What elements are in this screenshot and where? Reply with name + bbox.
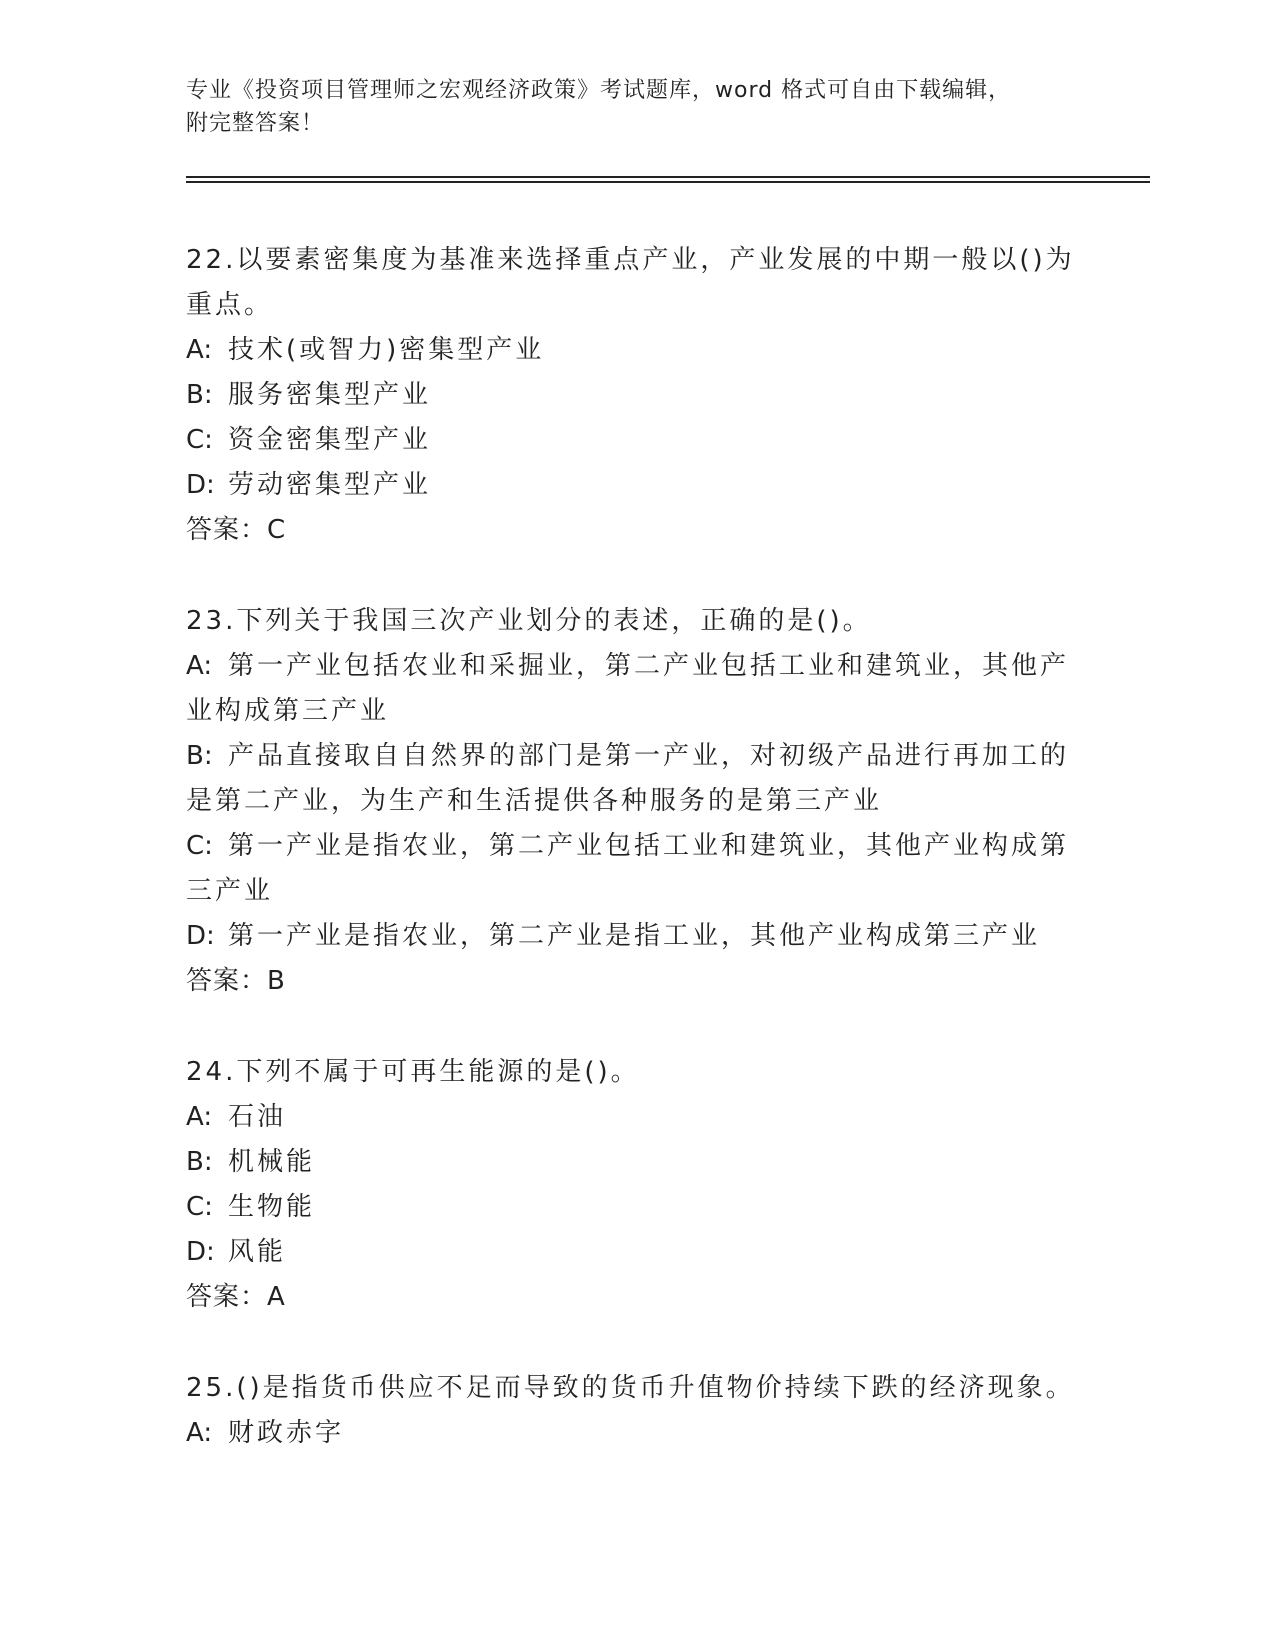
question-block [186,238,1086,553]
option-line [186,1185,1086,1230]
option-text: 生物能 [228,1192,316,1222]
question-stem-line: 重点。 [186,290,274,320]
option-key: C: [186,425,213,455]
option-line [186,463,1086,508]
option-key: B: [186,1147,213,1177]
answer-value: C [267,515,287,545]
option-key: D: [186,921,215,951]
option-key: A: [186,1418,213,1448]
option-key: A: [186,1102,213,1132]
option-text: 劳动密集型产业 [228,470,432,500]
option-text: 机械能 [228,1147,316,1177]
question-stem-line: 25.()是指货币供应不足而导致的货币升值物价持续下跌的经济现象。 [186,1373,1075,1403]
option-key: A: [186,651,213,681]
question-stem-line: 24.下列不属于可再生能源的是()。 [186,1057,640,1087]
answer-line [186,959,1086,1004]
option-key: C: [186,831,213,861]
option-line [186,914,1086,959]
option-text: 技术(或智力)密集型产业 [228,335,545,365]
answer-line [186,1275,1086,1320]
header-divider-bottom [186,181,1150,183]
option-text: 产品直接取自自然界的部门是第一产业，对初级产品进行再加工的 [228,741,1070,771]
question-block [186,1050,1086,1320]
question-list [186,238,1086,1502]
option-line [186,1095,1086,1140]
answer-label: 答案： [186,1282,268,1312]
option-text: 第一产业包括农业和采掘业，第二产业包括工业和建筑业，其他产 [228,651,1070,681]
option-text: 资金密集型产业 [228,425,432,455]
option-text: 业构成第三产业 [186,696,390,726]
question-stem-line: 23.下列关于我国三次产业划分的表述，正确的是()。 [186,606,872,636]
option-line [186,779,1086,824]
question-block [186,599,1086,1004]
option-text: 财政赤字 [228,1418,345,1448]
option-line [186,644,1086,689]
option-text: 服务密集型产业 [228,380,432,410]
option-line [186,824,1086,869]
question-block [186,1366,1086,1456]
option-key: B: [186,380,213,410]
question-stem-line: 22.以要素密集度为基准来选择重点产业，产业发展的中期一般以()为 [186,245,1075,275]
header-line-2: 附完整答案！ [186,111,325,136]
option-key: D: [186,1237,215,1267]
option-line [186,869,1086,914]
document-header [186,74,1066,140]
option-line [186,689,1086,734]
option-key: A: [186,335,213,365]
option-line [186,734,1086,779]
option-line [186,1140,1086,1185]
answer-label: 答案： [186,966,268,996]
option-key: B: [186,741,213,771]
answer-value: A [267,1282,286,1312]
option-text: 石油 [228,1102,287,1132]
option-key: C: [186,1192,213,1222]
option-line [186,373,1086,418]
option-text: 是第二产业，为生产和生活提供各种服务的是第三产业 [186,786,883,816]
header-divider-top [186,176,1150,178]
answer-label: 答案： [186,515,268,545]
header-line-1: 专业《投资项目管理师之宏观经济政策》考试题库，word 格式可自由下载编辑， [186,78,1012,103]
option-text: 风能 [228,1237,287,1267]
answer-line [186,508,1086,553]
option-line [186,1230,1086,1275]
option-line [186,1411,1086,1456]
option-text: 第一产业是指农业，第二产业是指工业，其他产业构成第三产业 [228,921,1041,951]
option-text: 三产业 [186,876,274,906]
option-text: 第一产业是指农业，第二产业包括工业和建筑业，其他产业构成第 [228,831,1070,861]
answer-value: B [267,966,286,996]
option-key: D: [186,470,215,500]
option-line [186,328,1086,373]
option-line [186,418,1086,463]
